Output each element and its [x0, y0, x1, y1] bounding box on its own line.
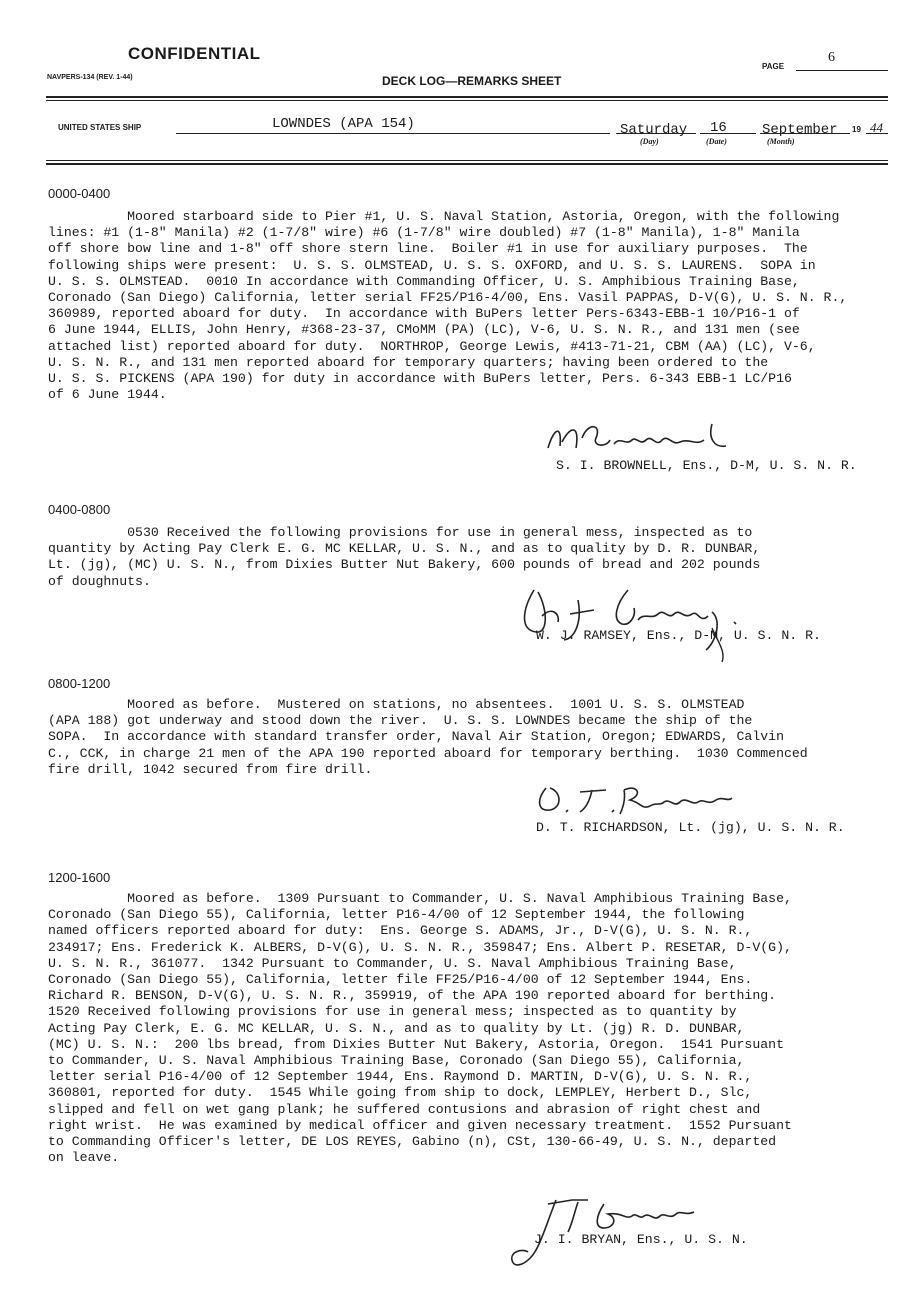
watch-time-0000-0400: 0000-0400 — [48, 186, 111, 201]
header-rule-bottom — [46, 163, 888, 165]
watch-time-1200-1600: 1200-1600 — [48, 870, 111, 885]
page-number: 6 — [828, 50, 835, 65]
signature-name-0000-0400: S. I. BROWNELL, Ens., D-M, U. S. N. R. — [556, 458, 857, 473]
day-value: Saturday — [620, 122, 688, 138]
date-value: 16 — [710, 120, 727, 136]
ship-name: LOWNDES (APA 154) — [272, 116, 415, 132]
header-rule-top — [46, 96, 888, 98]
signature-name-0800-1200: D. T. RICHARDSON, Lt. (jg), U. S. N. R. — [536, 820, 845, 835]
page-label: PAGE — [762, 62, 785, 71]
page-number-line — [796, 69, 888, 71]
watch-remarks-1200-1600: Moored as before. 1309 Pursuant to Commander, U. S. Naval Amphibious Training Base, Coronado (San Diego 55), California, letter P16-4/00 of 12 September 1944, the following named officers reported aboard for duty: Ens. George S. ADAMS, Jr., D-V(G), U. S. N. R., 234917; Ens. Frederick K. ALBERS, D-V(G), U. S. N. R., 359847; Ens. Albert P. RESETAR, D-V(G), U. S. N. R., 361077. 1342 Pursuant to Commander, U. S. Naval Amphibious Training Base, Coronado (San Diego 55), California, letter file FF25/P16-4/00 of 12 September 1944, Ens. Richard R. BENSON, D-V(G), U. S. N. R., 359919, of the APA 190 reported aboard for berthing. 1520 Received following provisions for use in general mess; inspected as to quantity by Acting Pay Clerk, E. G. MC KELLAR, U. S. N., and as to quality by Lt. (jg) R. D. DUNBAR, (MC) U. S. N.: 200 lbs bread, from Dixies Butter Nut Bakery, Astoria, Oregon. 1541 Pursuant to Commander, U. S. Naval Amphibious Training Base, Coronado (San Diego 55), California, letter serial P16-4/00 of 12 September 1944, Ens. Raymond D. MARTIN, D-V(G), U. S. N. R., 360801, reported for duty. 1545 While going from ship to dock, LEMPLEY, Herbert D., Slc, slipped and fell on wet gang plank; he suffered contusions and abrasion of right chest and right wrist. He was examined by medical officer and given necessary treatment. 1552 Pursuant to Commanding Officer's letter, DE LOS REYES, Gabino (n), CSt, 130-66-49, U. S. N., departed on leave. — [48, 891, 792, 1166]
watch-remarks-0000-0400: Moored starboard side to Pier #1, U. S. Naval Station, Astoria, Oregon, with the following lines: #1 (1-8" Manila) #2 (1-7/8" wire) #6 (1-7/8" wire doubled) #7 (1-8" Manila), 1-8" Manila off shore bow line and 1-8" off shore stern line. Boiler #1 in use for auxiliary purposes. The following ships were present: U. S. S. OLMSTEAD, U. S. S. OXFORD, and U. S. S. LAURENS. SOPA in U. S. S. OLMSTEAD. 0010 In accordance with Commanding Officer, U. S. Amphibious Training Base, Coronado (San Diego) California, letter serial FF25/P16-4/00, Ens. Vasil PAPPAS, D-V(G), U. S. N. R., 360989, reported aboard for duty. In accordance with BuPers letter Pers-6343-EBB-1 10/P16-1 of 6 June 1944, ELLIS, John Henry, #368-23-37, CMoMM (PA) (LC), V-6, U. S. N. R., and 131 men (see attached list) reported aboard for duty. NORTHROP, George Lewis, #413-71-21, CBM (AA) (LC), V-6, U. S. N. R., and 131 men reported aboard for temporary quarters; having been ordered to the U. S. S. PICKENS (APA 190) for duty in accordance with BuPers letter, Pers. 6-343 EBB-1 LC/P16 of 6 June 1944. — [48, 209, 848, 403]
watch-remarks-0400-0800: 0530 Received the following provisions for use in general mess, inspected as to quantity by Acting Pay Clerk E. G. MC KELLAR, U. S. N., and as to quality by D. R. DUNBAR, Lt. (jg), (MC) U. S. N., from Dixies Butter Nut Bakery, 600 pounds of bread and 202 pounds of doughnuts. — [48, 525, 761, 589]
watch-remarks-0800-1200: Moored as before. Mustered on stations, no absentees. 1001 U. S. S. OLMSTEAD (APA 188) got underway and stood down the river. U. S. S. LOWNDES became the ship of the SOPA. In accordance with standard transfer order, Naval Air Station, Oregon; EDWARDS, Calvin C., CCK, in charge 21 men of the APA 190 reported aboard for temporary berthing. 1030 Commenced fire drill, 1042 secured from fire drill. — [48, 697, 808, 777]
header-rule-top-thin — [46, 100, 888, 101]
form-number: NAVPERS-134 (REV. 1-44) — [47, 74, 133, 81]
day-caption: (Day) — [640, 137, 659, 146]
month-value: September — [762, 122, 838, 138]
signature-scrawl-richardson — [532, 780, 742, 820]
sheet-title: DECK LOG—REMARKS SHEET — [382, 74, 562, 88]
watch-time-0800-1200: 0800-1200 — [48, 676, 111, 691]
signature-name-1200-1600: J. I. BRYAN, Ens., U. S. N. — [534, 1232, 748, 1247]
month-caption: (Month) — [767, 137, 795, 146]
watch-time-0400-0800: 0400-0800 — [48, 502, 111, 517]
classification-label: CONFIDENTIAL — [128, 44, 261, 63]
year-prefix: 19 — [852, 125, 861, 134]
date-line — [700, 133, 756, 134]
ship-label: UNITED STATES SHIP — [58, 123, 142, 132]
date-caption: (Date) — [706, 137, 727, 146]
header-rule-bottom-thin — [46, 160, 888, 161]
signature-scrawl-ramsey — [512, 580, 782, 666]
signature-name-0400-0800: W. J. RAMSEY, Ens., D-M, U. S. N. R. — [536, 628, 821, 643]
ship-name-line — [176, 133, 610, 134]
year-suffix: 44 — [870, 120, 883, 135]
